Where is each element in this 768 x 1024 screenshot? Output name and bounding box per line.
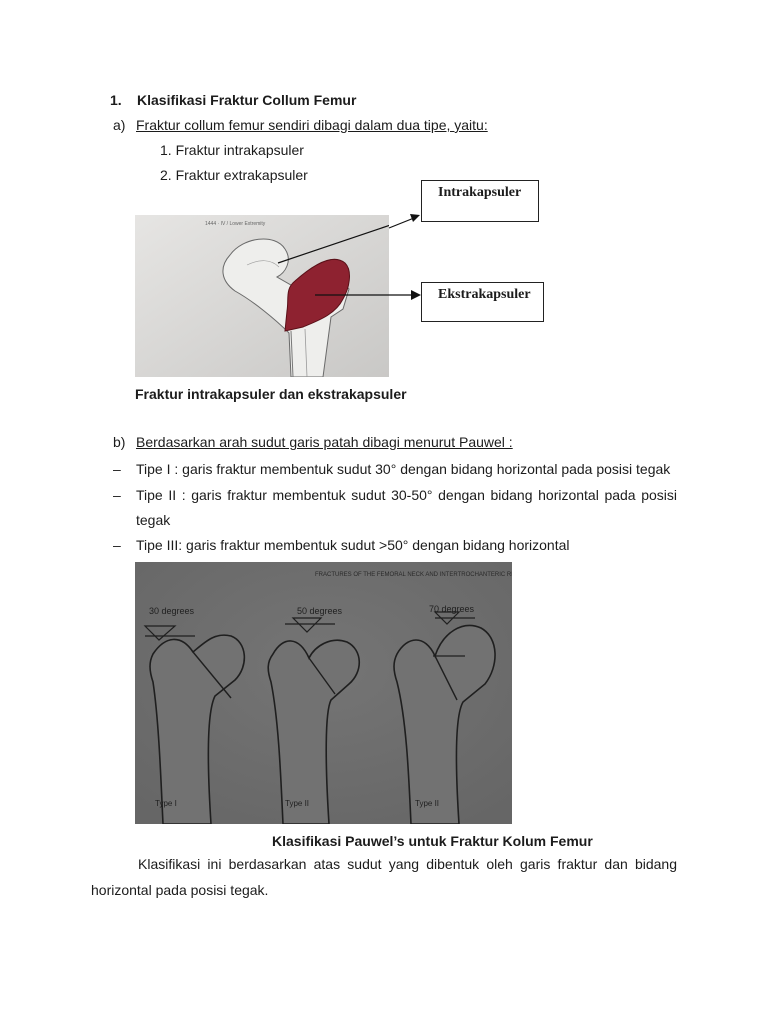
- part-a-label: a): [113, 117, 126, 133]
- list-item-extrakapsuler: 2. Fraktur extrakapsuler: [160, 167, 308, 183]
- part-b: [113, 434, 513, 450]
- bullet-tipe-2: – Tipe II : garis fraktur membentuk sudut 30-50° dengan bidang horizontal pada posisi: [113, 487, 677, 503]
- closing-paragraph-line1: Klasifikasi ini berdasarkan atas sudut yang dibentuk oleh garis fraktur dan bidang: [138, 856, 677, 872]
- figure2-caption: Klasifikasi Pauwel’s untuk Fraktur Kolum Femur: [272, 833, 593, 849]
- svg-text:1444 · IV / Lower Extremity: 1444 · IV / Lower Extremity: [205, 221, 266, 227]
- figure1-caption: Fraktur intrakapsuler dan ekstrakapsuler: [135, 386, 407, 402]
- part-b-text: Berdasarkan arah sudut garis patah dibagi menurut Pauwel :: [136, 434, 513, 450]
- label-box-ekstrakapsuler: Ekstrakapsuler: [421, 282, 544, 322]
- closing-paragraph-line2: horizontal pada posisi tegak.: [91, 882, 269, 898]
- bullet-tipe-3: – Tipe III: garis fraktur membentuk sudut >50° dengan bidang horizontal: [113, 537, 570, 553]
- label-box-intrakapsuler: Intrakapsuler: [421, 180, 539, 222]
- type-label-2: Type II: [285, 799, 310, 808]
- figure2-header: FRACTURES OF THE FEMORAL NECK AND INTERTROCHANTERIC REGION: [315, 572, 512, 578]
- type-label-3: Type II: [415, 799, 440, 808]
- part-a-text: Fraktur collum femur sendiri dibagi dalam dua tipe, yaitu:: [136, 117, 488, 133]
- angle-label-2: 50 degrees: [297, 606, 343, 616]
- list-item-intrakapsuler: 1. Fraktur intrakapsuler: [160, 142, 304, 158]
- section-title: Klasifikasi Fraktur Collum Femur: [137, 92, 357, 108]
- type-label-1: Type I: [155, 799, 177, 808]
- angle-label-1: 30 degrees: [149, 606, 195, 616]
- pauwel-classification-image: [135, 562, 512, 824]
- section-number: 1.: [110, 92, 122, 108]
- angle-label-3: 70 degrees: [429, 604, 475, 614]
- part-b-label: b): [113, 434, 126, 450]
- bullet-tipe-2-continued: tegak: [136, 512, 171, 528]
- bullet-tipe-1: – Tipe I : garis fraktur membentuk sudut 30° dengan bidang horizontal pada posisi tegak: [113, 461, 671, 477]
